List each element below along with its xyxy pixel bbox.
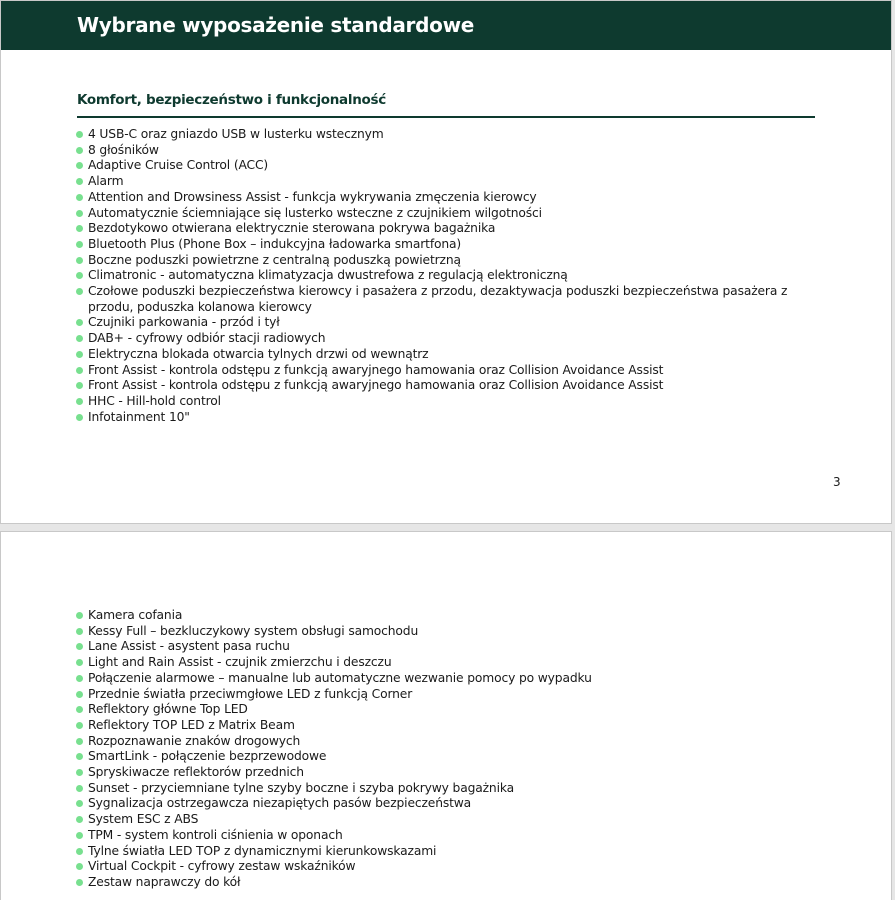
list-item-text: 4 USB-C oraz gniazdo USB w lusterku wstecznym bbox=[88, 127, 384, 141]
list-item bbox=[76, 158, 796, 174]
bullet-dot-icon bbox=[76, 382, 83, 389]
list-item-text: Climatronic - automatyczna klimatyzacja dwustrefowa z regulacją elektroniczną bbox=[88, 268, 568, 283]
bullet-dot-icon bbox=[76, 800, 83, 807]
list-item bbox=[76, 624, 796, 640]
bullet-dot-icon bbox=[76, 414, 83, 421]
list-item-text: Front Assist - kontrola odstępu z funkcją awaryjnego hamowania oraz Collision Avoidance Assist bbox=[88, 378, 664, 393]
bullet-dot-icon bbox=[76, 832, 83, 839]
bullet-dot-icon bbox=[76, 131, 83, 138]
list-item bbox=[76, 363, 796, 379]
list-item bbox=[76, 174, 796, 190]
list-item bbox=[76, 796, 796, 812]
list-item-text: Automatycznie ściemniające się lusterko wsteczne z czujnikiem wilgotności bbox=[88, 205, 542, 220]
list-item-text: Kamera cofania bbox=[88, 608, 183, 622]
bullet-dot-icon bbox=[76, 848, 83, 855]
bullet-dot-icon bbox=[76, 194, 83, 201]
watermark: otomoto bbox=[6, 871, 53, 884]
bullet-dot-icon bbox=[76, 335, 83, 342]
list-item bbox=[76, 268, 796, 284]
bullet-dot-icon bbox=[76, 879, 83, 886]
page-number: 3 bbox=[833, 475, 841, 489]
list-item bbox=[76, 859, 796, 875]
list-item bbox=[76, 378, 796, 394]
bullet-dot-icon bbox=[76, 612, 83, 619]
list-item bbox=[76, 639, 796, 655]
section-divider bbox=[77, 116, 815, 118]
bullet-dot-icon bbox=[76, 785, 83, 792]
bullet-dot-icon bbox=[76, 241, 83, 248]
list-item bbox=[76, 143, 796, 159]
list-item bbox=[76, 812, 796, 828]
list-item bbox=[76, 190, 796, 206]
list-item-text: Sunset - przyciemniane tylne szyby boczne i szyba pokrywy bagażnika bbox=[88, 780, 514, 795]
bullet-dot-icon bbox=[76, 753, 83, 760]
bullet-dot-icon bbox=[76, 691, 83, 698]
bullet-dot-icon bbox=[76, 225, 83, 232]
bullet-dot-icon bbox=[76, 643, 83, 650]
list-item-text: 8 głośników bbox=[88, 142, 159, 157]
bullet-dot-icon bbox=[76, 769, 83, 776]
list-item bbox=[76, 284, 796, 315]
list-item-text: Czujniki parkowania - przód i tył bbox=[88, 315, 280, 330]
list-item bbox=[76, 671, 796, 687]
list-item-text: TPM - system kontroli ciśnienia w oponach bbox=[88, 827, 343, 842]
list-item-text: DAB+ - cyfrowy odbiór stacji radiowych bbox=[88, 331, 326, 346]
list-item bbox=[76, 687, 796, 703]
list-item bbox=[76, 331, 796, 347]
section-title: Komfort, bezpieczeństwo i funkcjonalność bbox=[77, 92, 386, 108]
list-item-text: Front Assist - kontrola odstępu z funkcją awaryjnego hamowania oraz Collision Avoidance Assist bbox=[88, 362, 664, 377]
list-item bbox=[76, 655, 796, 671]
list-item bbox=[76, 765, 796, 781]
list-item-text: Light and Rain Assist - czujnik zmierzchu i deszczu bbox=[88, 655, 392, 670]
bullet-dot-icon bbox=[76, 162, 83, 169]
bullet-dot-icon bbox=[76, 398, 83, 405]
list-item-text: Rozpoznawanie znaków drogowych bbox=[88, 733, 301, 748]
list-item bbox=[76, 828, 796, 844]
bullet-dot-icon bbox=[76, 816, 83, 823]
list-item-text: Przednie światła przeciwmgłowe LED z funkcją Corner bbox=[88, 686, 413, 701]
list-item bbox=[76, 237, 796, 253]
bullet-dot-icon bbox=[76, 319, 83, 326]
list-item bbox=[76, 221, 796, 237]
list-item-text: Boczne poduszki powietrzne z centralną poduszką powietrzną bbox=[88, 252, 461, 267]
list-item bbox=[76, 608, 796, 624]
list-item-text: Reflektory główne Top LED bbox=[88, 702, 248, 717]
bullet-dot-icon bbox=[76, 288, 83, 295]
bullet-dot-icon bbox=[76, 659, 83, 666]
bullet-dot-icon bbox=[76, 367, 83, 374]
list-item-text: Sygnalizacja ostrzegawcza niezapiętych pasów bezpieczeństwa bbox=[88, 796, 472, 811]
bullet-dot-icon bbox=[76, 706, 83, 713]
list-item-text: Reflektory TOP LED z Matrix Beam bbox=[88, 717, 295, 732]
bullet-dot-icon bbox=[76, 738, 83, 745]
list-item-text: Attention and Drowsiness Assist - funkcja wykrywania zmęczenia kierowcy bbox=[88, 189, 537, 204]
list-item-text: System ESC z ABS bbox=[88, 812, 199, 827]
list-item bbox=[76, 253, 796, 269]
list-item-text: Infotainment 10" bbox=[88, 409, 190, 424]
bullet-dot-icon bbox=[76, 628, 83, 635]
feature-list-page-2 bbox=[76, 608, 796, 891]
bullet-dot-icon bbox=[76, 863, 83, 870]
list-item bbox=[76, 844, 796, 860]
list-item-text: Virtual Cockpit - cyfrowy zestaw wskaźników bbox=[88, 859, 356, 874]
list-item bbox=[76, 749, 796, 765]
list-item-text: Bezdotykowo otwierana elektrycznie sterowana pokrywa bagażnika bbox=[88, 221, 496, 236]
list-item-text: Zestaw naprawczy do kół bbox=[88, 874, 241, 889]
list-item-text: Tylne światła LED TOP z dynamicznymi kierunkowskazami bbox=[88, 843, 437, 858]
list-item-text: SmartLink - połączenie bezprzewodowe bbox=[88, 749, 327, 764]
list-item bbox=[76, 410, 796, 426]
bullet-dot-icon bbox=[76, 272, 83, 279]
list-item bbox=[76, 718, 796, 734]
bullet-dot-icon bbox=[76, 351, 83, 358]
list-item bbox=[76, 394, 796, 410]
list-item bbox=[76, 315, 796, 331]
list-item bbox=[76, 875, 796, 891]
list-item-text: HHC - Hill-hold control bbox=[88, 393, 221, 408]
bullet-dot-icon bbox=[76, 210, 83, 217]
bullet-dot-icon bbox=[76, 147, 83, 154]
list-item-text: Bluetooth Plus (Phone Box – indukcyjna ładowarka smartfona) bbox=[88, 236, 462, 251]
list-item bbox=[76, 347, 796, 363]
bullet-dot-icon bbox=[76, 257, 83, 264]
list-item-text: Spryskiwacze reflektorów przednich bbox=[88, 765, 304, 780]
list-item-text: Kessy Full – bezkluczykowy system obsługi samochodu bbox=[88, 623, 419, 638]
list-item bbox=[76, 781, 796, 797]
list-item-text: Alarm bbox=[88, 174, 124, 189]
bullet-dot-icon bbox=[76, 722, 83, 729]
list-item-text: Czołowe poduszki bezpieczeństwa kierowcy i pasażera z przodu, dezaktywacja poduszki bezpieczeństwa pasażera z przodu, poduszka kolanowa kierowcy bbox=[88, 284, 788, 314]
header-bar bbox=[1, 1, 891, 50]
list-item-text: Elektryczna blokada otwarcia tylnych drzwi od wewnątrz bbox=[88, 346, 429, 361]
feature-list-page-1 bbox=[76, 127, 796, 425]
bullet-dot-icon bbox=[76, 675, 83, 682]
bullet-dot-icon bbox=[76, 178, 83, 185]
list-item bbox=[76, 734, 796, 750]
header-title: Wybrane wyposażenie standardowe bbox=[77, 13, 475, 37]
list-item bbox=[76, 127, 796, 143]
list-item-text: Połączenie alarmowe – manualne lub automatyczne wezwanie pomocy po wypadku bbox=[88, 670, 592, 685]
list-item bbox=[76, 702, 796, 718]
list-item bbox=[76, 206, 796, 222]
list-item-text: Adaptive Cruise Control (ACC) bbox=[88, 158, 269, 173]
list-item-text: Lane Assist - asystent pasa ruchu bbox=[88, 639, 290, 654]
